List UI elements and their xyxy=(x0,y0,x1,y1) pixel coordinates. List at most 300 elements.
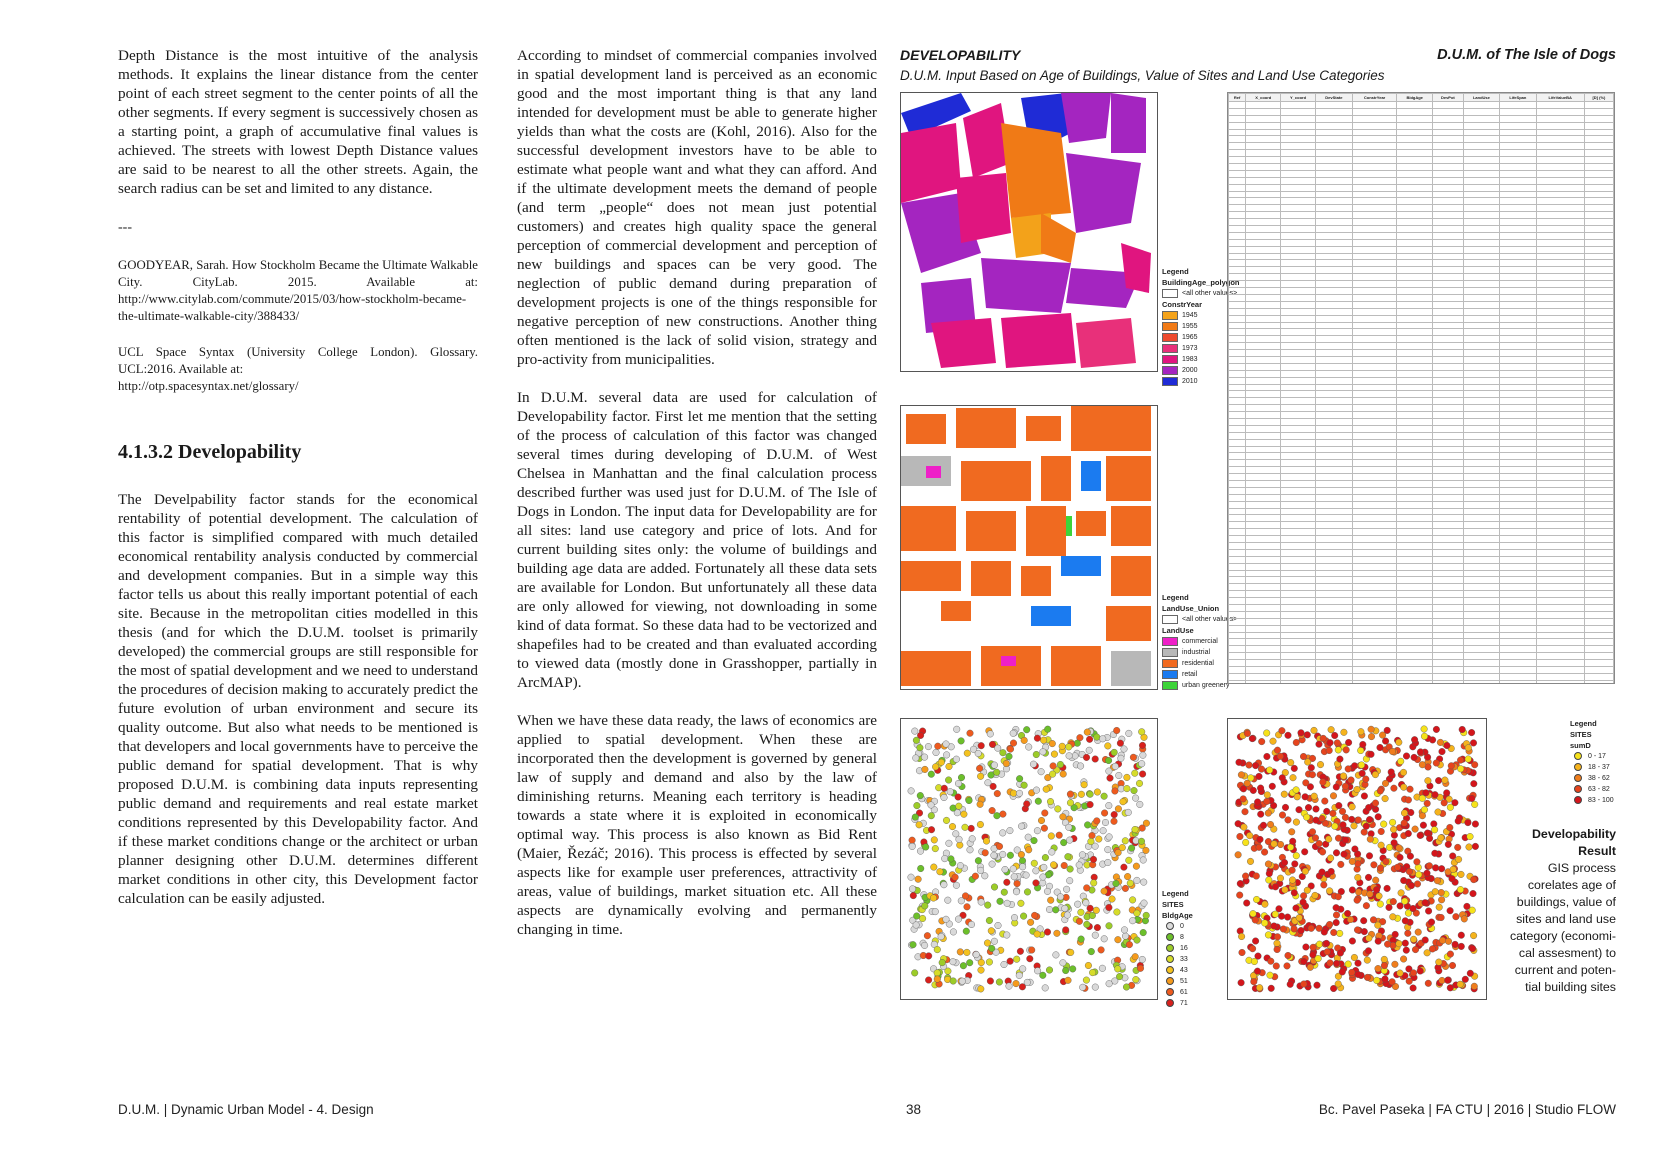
table-cell xyxy=(1500,322,1536,329)
table-cell xyxy=(1432,563,1463,570)
table-cell xyxy=(1246,350,1281,357)
table-row xyxy=(1229,680,1614,684)
site-dot xyxy=(1288,829,1295,836)
site-dot xyxy=(1078,936,1085,943)
table-cell xyxy=(1536,446,1584,453)
site-dot xyxy=(1034,735,1041,742)
site-dot xyxy=(1287,981,1294,988)
site-dot xyxy=(1363,776,1370,783)
table-cell xyxy=(1463,267,1499,274)
left-column xyxy=(118,46,478,927)
site-dot xyxy=(1470,740,1477,747)
site-dot xyxy=(989,741,996,748)
site-dot xyxy=(1264,792,1271,799)
site-dot xyxy=(913,922,920,929)
site-dot xyxy=(1323,940,1330,947)
site-dot xyxy=(1443,790,1450,797)
site-dot xyxy=(1352,846,1359,853)
table-cell xyxy=(1229,605,1246,612)
table-cell xyxy=(1584,281,1613,288)
table-cell xyxy=(1397,184,1433,191)
site-dot xyxy=(1420,822,1427,829)
site-dot xyxy=(1014,880,1021,887)
site-dot xyxy=(1235,820,1242,827)
table-cell xyxy=(1397,205,1433,212)
table-cell xyxy=(1352,102,1397,109)
table-cell xyxy=(1536,136,1584,143)
table-cell xyxy=(1397,570,1433,577)
site-dot xyxy=(977,773,984,780)
site-dot xyxy=(1236,892,1243,899)
table-cell xyxy=(1463,446,1499,453)
site-dot xyxy=(978,967,985,974)
table-cell xyxy=(1463,232,1499,239)
site-dot xyxy=(1412,946,1419,953)
table-row xyxy=(1229,611,1614,618)
site-dot xyxy=(937,868,944,875)
site-dot xyxy=(1111,818,1118,825)
table-cell xyxy=(1500,281,1536,288)
table-cell xyxy=(1500,157,1536,164)
table-cell xyxy=(1352,680,1397,684)
table-cell xyxy=(1463,653,1499,660)
site-dot xyxy=(1368,726,1375,733)
table-row xyxy=(1229,425,1614,432)
site-dot xyxy=(1470,932,1477,939)
table-cell xyxy=(1229,611,1246,618)
site-dot xyxy=(1471,801,1478,808)
footer-right: Bc. Pavel Paseka | FA CTU | 2016 | Studio FLOW xyxy=(1318,1102,1616,1117)
site-dot xyxy=(1417,832,1424,839)
table-cell xyxy=(1463,281,1499,288)
table-cell xyxy=(1246,570,1281,577)
table-cell xyxy=(1397,418,1433,425)
table-cell xyxy=(1352,370,1397,377)
table-cell xyxy=(1500,591,1536,598)
table-cell xyxy=(1315,226,1352,233)
site-dot xyxy=(1016,790,1023,797)
table-cell xyxy=(1397,226,1433,233)
table-cell xyxy=(1536,501,1584,508)
table-cell xyxy=(1315,315,1352,322)
table-cell xyxy=(1584,487,1613,494)
table-row xyxy=(1229,102,1614,109)
table-cell xyxy=(1536,405,1584,412)
legend-item: 0 xyxy=(1162,921,1193,932)
table-cell xyxy=(1500,253,1536,260)
site-dot xyxy=(1106,923,1113,930)
table-cell xyxy=(1432,226,1463,233)
table-row xyxy=(1229,246,1614,253)
table-row xyxy=(1229,556,1614,563)
site-dot xyxy=(1059,743,1066,750)
legend-item: retail xyxy=(1162,669,1237,680)
table-cell xyxy=(1229,467,1246,474)
site-dot xyxy=(1441,800,1448,807)
site-dot xyxy=(994,790,1001,797)
site-dot xyxy=(1114,966,1121,973)
table-cell xyxy=(1281,536,1316,543)
table-cell xyxy=(1463,673,1499,680)
site-dot xyxy=(1424,870,1431,877)
site-dot xyxy=(1266,877,1273,884)
table-cell xyxy=(1315,164,1352,171)
table-cell xyxy=(1584,591,1613,598)
site-dot xyxy=(1280,926,1287,933)
table-cell xyxy=(1536,122,1584,129)
site-dot xyxy=(1319,869,1326,876)
table-cell xyxy=(1281,212,1316,219)
site-dot xyxy=(1442,777,1449,784)
site-dot xyxy=(1265,861,1272,868)
table-cell xyxy=(1432,143,1463,150)
site-dot xyxy=(1291,890,1298,897)
site-dot xyxy=(1261,920,1268,927)
table-cell xyxy=(1315,460,1352,467)
site-dot xyxy=(1305,804,1312,811)
table-cell xyxy=(1584,260,1613,267)
table-cell xyxy=(1397,515,1433,522)
table-cell xyxy=(1352,294,1397,301)
site-dot xyxy=(1472,821,1479,828)
table-cell xyxy=(1584,363,1613,370)
table-cell xyxy=(1352,164,1397,171)
site-dot xyxy=(932,908,939,915)
table-cell xyxy=(1500,384,1536,391)
table-cell xyxy=(1432,177,1463,184)
site-dot xyxy=(1267,972,1274,979)
table-cell xyxy=(1246,164,1281,171)
site-dot xyxy=(1371,862,1378,869)
site-dot xyxy=(1289,838,1296,845)
site-dot xyxy=(1293,905,1300,912)
site-dot xyxy=(1113,880,1120,887)
site-dot xyxy=(1422,937,1429,944)
table-cell xyxy=(1536,680,1584,684)
site-dot xyxy=(1444,742,1451,749)
site-dot xyxy=(1366,935,1373,942)
table-cell xyxy=(1463,425,1499,432)
table-cell xyxy=(1584,605,1613,612)
table-header-cell: BldgAge xyxy=(1397,94,1433,102)
table-cell xyxy=(1281,653,1316,660)
site-dot xyxy=(1293,819,1300,826)
table-cell xyxy=(1281,501,1316,508)
site-dot xyxy=(1301,981,1308,988)
table-cell xyxy=(1315,618,1352,625)
table-cell xyxy=(1584,398,1613,405)
table-cell xyxy=(1352,536,1397,543)
table-cell xyxy=(1315,667,1352,674)
site-dot xyxy=(921,754,928,761)
table-row xyxy=(1229,673,1614,680)
legend-item: 1965 xyxy=(1162,332,1240,343)
table-cell xyxy=(1584,232,1613,239)
table-cell xyxy=(1584,170,1613,177)
site-dot xyxy=(1340,822,1347,829)
site-dot xyxy=(1471,761,1478,768)
site-dot xyxy=(1067,800,1074,807)
site-dot xyxy=(1084,729,1091,736)
table-cell xyxy=(1432,591,1463,598)
table-cell xyxy=(1281,315,1316,322)
site-dot xyxy=(1426,835,1433,842)
site-dot xyxy=(975,857,982,864)
site-dot xyxy=(1355,889,1362,896)
table-cell xyxy=(1315,212,1352,219)
table-cell xyxy=(1500,494,1536,501)
site-dot xyxy=(1120,798,1127,805)
table-row xyxy=(1229,350,1614,357)
table-cell xyxy=(1432,274,1463,281)
table-cell xyxy=(1536,274,1584,281)
table-cell xyxy=(1463,164,1499,171)
site-dot xyxy=(1004,879,1011,886)
table-cell xyxy=(1584,370,1613,377)
table-cell xyxy=(1246,522,1281,529)
table-cell xyxy=(1315,274,1352,281)
table-cell xyxy=(1352,170,1397,177)
table-cell xyxy=(1536,556,1584,563)
site-dot xyxy=(984,902,991,909)
table-cell xyxy=(1229,480,1246,487)
table-cell xyxy=(1229,577,1246,584)
table-cell xyxy=(1463,391,1499,398)
site-dot xyxy=(1417,749,1424,756)
table-cell xyxy=(1584,267,1613,274)
table-row xyxy=(1229,467,1614,474)
site-dot xyxy=(1105,743,1112,750)
site-dot xyxy=(1407,786,1414,793)
table-cell xyxy=(1584,418,1613,425)
table-cell xyxy=(1229,453,1246,460)
table-cell xyxy=(1281,115,1316,122)
site-dot xyxy=(1101,810,1108,817)
site-dot xyxy=(1250,787,1257,794)
table-cell xyxy=(1584,460,1613,467)
site-dot xyxy=(1089,832,1096,839)
legend-item: 61 xyxy=(1162,987,1193,998)
site-dot xyxy=(1123,984,1130,991)
table-cell xyxy=(1315,356,1352,363)
site-dot xyxy=(1312,835,1319,842)
table-cell xyxy=(1352,591,1397,598)
site-dot xyxy=(1360,917,1367,924)
site-dot xyxy=(1263,730,1270,737)
legend-field: ConstrYear xyxy=(1162,300,1203,309)
table-cell xyxy=(1500,294,1536,301)
site-dot xyxy=(1020,913,1027,920)
site-dot xyxy=(1354,897,1361,904)
table-cell xyxy=(1432,625,1463,632)
table-cell xyxy=(1536,115,1584,122)
table-cell xyxy=(1281,611,1316,618)
site-dot xyxy=(1370,917,1377,924)
table-cell xyxy=(1432,246,1463,253)
table-cell xyxy=(1315,570,1352,577)
site-dot xyxy=(1304,887,1311,894)
table-cell xyxy=(1229,646,1246,653)
table-cell xyxy=(1352,301,1397,308)
table-cell xyxy=(1246,260,1281,267)
table-cell xyxy=(1352,556,1397,563)
site-dot xyxy=(1249,735,1256,742)
paragraph-economics: When we have these data ready, the laws of economics are applied to spatial development. When these are incorporated then the development is governed by general law of supply and demand and also by the law of diminishing returns. Meaning each territory is heading towards a state where it is exploited in economically optimal way. This process is also known as Bid Rent (Maier, Řezáč; 2016). This process is effected by several aspects like for example user preferences, attractivity of areas, value of buildings, market situation etc. All these aspects are dynamically evolving and permanently changing in time. xyxy=(517,712,877,938)
table-cell xyxy=(1246,480,1281,487)
table-cell xyxy=(1536,184,1584,191)
site-dot xyxy=(1355,874,1362,881)
attribute-table xyxy=(1227,92,1615,684)
site-dot xyxy=(1115,806,1122,813)
table-cell xyxy=(1463,543,1499,550)
site-dot xyxy=(955,794,962,801)
site-dot xyxy=(1139,956,1146,963)
paragraph-commercial: According to mindset of commercial companies involved in spatial development land is perceived as an economic good and the most important thing is that any land intended for development must be able to generate higher yields than what the costs are (Kohl, 2016). Also for the successful development investors have to be able to estimate what people want and what they can afford. And if the ultimate development meets the demand of people (and term „people“ does not mean just potential customers) and creates high quality space the general perception of commercial development and perception of new buildings and spaces can be very good. The neglection of public demand during preparation of development projects is one of the things responsible for negative perception of new constructions. Another thing often mentioned is the lack of solid vision, strategy and pro-activity from municipalities. xyxy=(517,47,877,368)
site-dot xyxy=(932,845,939,852)
table-cell xyxy=(1584,136,1613,143)
site-dot xyxy=(1266,767,1273,774)
table-cell xyxy=(1584,515,1613,522)
table-cell xyxy=(1246,184,1281,191)
table-cell xyxy=(1536,563,1584,570)
table-cell xyxy=(1229,508,1246,515)
table-cell xyxy=(1352,611,1397,618)
site-dot xyxy=(1019,966,1026,973)
site-dot xyxy=(1094,789,1101,796)
site-dot xyxy=(1065,853,1072,860)
table-row xyxy=(1229,136,1614,143)
site-dot xyxy=(1291,926,1298,933)
table-cell xyxy=(1500,143,1536,150)
site-dot xyxy=(1333,919,1340,926)
table-cell xyxy=(1463,494,1499,501)
table-cell xyxy=(1281,680,1316,684)
table-row xyxy=(1229,143,1614,150)
site-dot xyxy=(1368,733,1375,740)
table-cell xyxy=(1229,412,1246,419)
table-cell xyxy=(1229,350,1246,357)
site-dot xyxy=(934,970,941,977)
table-cell xyxy=(1281,191,1316,198)
site-dot xyxy=(1079,984,1086,991)
table-cell xyxy=(1584,384,1613,391)
site-dot xyxy=(1269,783,1276,790)
table-cell xyxy=(1500,432,1536,439)
table-cell xyxy=(1229,170,1246,177)
site-dot xyxy=(1397,970,1404,977)
site-dot xyxy=(1377,901,1384,908)
table-cell xyxy=(1432,536,1463,543)
table-cell xyxy=(1463,212,1499,219)
site-dot xyxy=(1411,736,1418,743)
site-dot xyxy=(1013,956,1020,963)
table-cell xyxy=(1246,177,1281,184)
site-dot xyxy=(1053,952,1060,959)
table-cell xyxy=(1397,398,1433,405)
site-dot xyxy=(1277,875,1284,882)
table-row xyxy=(1229,260,1614,267)
table-cell xyxy=(1397,219,1433,226)
site-dot xyxy=(1239,949,1246,956)
table-cell xyxy=(1281,253,1316,260)
panel-title-right: D.U.M. of The Isle of Dogs xyxy=(1437,47,1616,63)
table-row xyxy=(1229,446,1614,453)
site-dot xyxy=(1257,836,1264,843)
site-dot xyxy=(1085,962,1092,969)
table-cell xyxy=(1315,398,1352,405)
table-cell xyxy=(1463,226,1499,233)
site-dot xyxy=(1285,732,1292,739)
table-cell xyxy=(1463,591,1499,598)
table-cell xyxy=(1281,425,1316,432)
table-cell xyxy=(1229,625,1246,632)
table-cell xyxy=(1432,301,1463,308)
table-cell xyxy=(1246,501,1281,508)
table-cell xyxy=(1584,680,1613,684)
table-cell xyxy=(1536,322,1584,329)
legend-layer: SITES xyxy=(1162,900,1184,909)
site-dot xyxy=(1449,853,1456,860)
table-cell xyxy=(1281,322,1316,329)
table-cell xyxy=(1315,377,1352,384)
site-dot xyxy=(1111,749,1118,756)
table-cell xyxy=(1281,439,1316,446)
site-dot xyxy=(1143,847,1150,854)
table-cell xyxy=(1229,446,1246,453)
table-cell xyxy=(1397,260,1433,267)
site-dot xyxy=(1313,806,1320,813)
site-dot xyxy=(1023,872,1030,879)
table-cell xyxy=(1352,501,1397,508)
site-dot xyxy=(1023,801,1030,808)
table-cell xyxy=(1536,308,1584,315)
site-dot xyxy=(1072,753,1079,760)
site-dot xyxy=(950,978,957,985)
table-cell xyxy=(1229,122,1246,129)
table-cell xyxy=(1432,398,1463,405)
table-cell xyxy=(1463,260,1499,267)
table-cell xyxy=(1397,556,1433,563)
table-cell xyxy=(1584,425,1613,432)
site-dot xyxy=(1060,771,1067,778)
site-dot xyxy=(1079,852,1086,859)
site-dot xyxy=(1438,865,1445,872)
table-cell xyxy=(1281,294,1316,301)
table-header-row xyxy=(1229,94,1614,102)
site-dot xyxy=(1301,958,1308,965)
site-dot xyxy=(1467,970,1474,977)
table-cell xyxy=(1584,673,1613,680)
table-cell xyxy=(1584,639,1613,646)
table-cell xyxy=(1281,453,1316,460)
site-dot xyxy=(1390,826,1397,833)
table-cell xyxy=(1463,219,1499,226)
site-dot xyxy=(1449,962,1456,969)
site-dot xyxy=(1244,780,1251,787)
site-dot xyxy=(960,962,967,969)
table-cell xyxy=(1229,618,1246,625)
site-dot xyxy=(1358,762,1365,769)
table-cell xyxy=(1536,425,1584,432)
table-cell xyxy=(1584,508,1613,515)
table-cell xyxy=(1229,639,1246,646)
table-cell xyxy=(1281,343,1316,350)
table-cell xyxy=(1397,336,1433,343)
site-dot xyxy=(1023,726,1030,733)
table-cell xyxy=(1229,474,1246,481)
site-dot xyxy=(1133,976,1140,983)
site-dot xyxy=(1034,968,1041,975)
